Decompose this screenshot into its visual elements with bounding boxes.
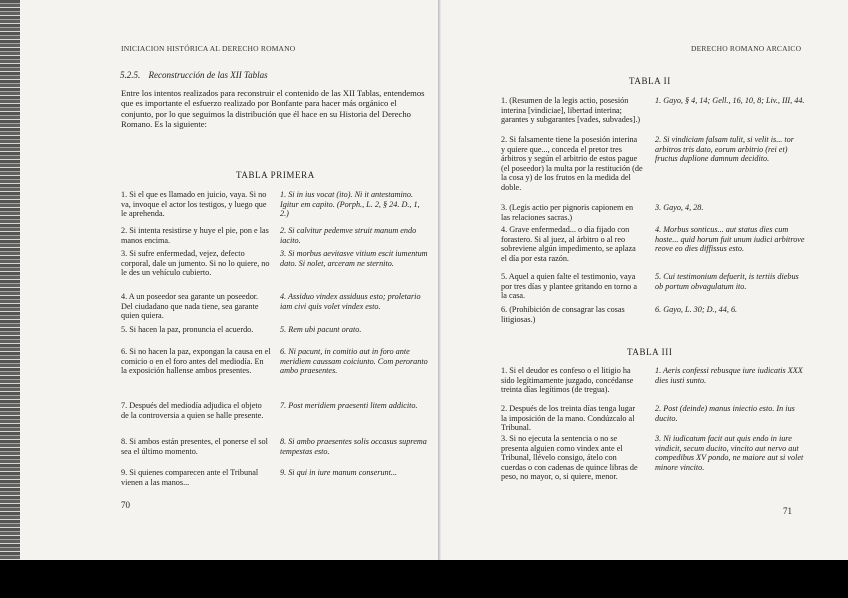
latin-clause: 1. Aeris confessi rebusque iure iudicatis XXX dies iusti sunto. — [655, 366, 803, 385]
latin-clause: 3. Gayo, 4, 28. — [655, 203, 704, 212]
spanish-clause: 2. Si falsamente tiene la posesión interina y quiere que..., conceda el pretor tres árbitros y según el arbitrio de estos pague (el poseedor) la multa por la restitución (de la cosa y) de los frutos en la medida del doble. — [501, 135, 643, 192]
latin-clause: 6. Gayo, L. 30; D., 44, 6. — [655, 305, 738, 314]
spanish-clause: 6. Si no hacen la paz, expongan la causa en el comicio o en el foro antes del mediodía. En la exposición hallense ambos presentes. — [121, 347, 271, 376]
latin-clause: 2. Si calvitur pedemve struit manum endo iacito. — [280, 226, 417, 245]
spanish-clause: 4. A un poseedor sea garante un poseedor. Del ciudadano que nada tiene, sea garante quien quiera. — [121, 292, 259, 321]
latin-clause: 8. Si ambo praesentes solis occasus suprema tempestas esto. — [280, 437, 427, 456]
spanish-clause: 3. Si no ejecuta la sentencia o no se presenta alguien como vindex ante el Tribunal, llévelo consigo, átelo con cuerdas o con cadenas de quince libras de peso, no mayor, o, si quiere, menor. — [501, 434, 638, 482]
latin-clause: 5. Cui testimonium defuerit, is tertiis diebus ob portum obvagulatum ito. — [655, 272, 799, 291]
latin-clause: 3. Si morbus aevitasve vitium escit iumentum dato. Si nolet, arceram ne sternito. — [280, 249, 428, 268]
spanish-clause: 5. Si hacen la paz, pronuncia el acuerdo. — [121, 325, 254, 334]
latin-clause: 7. Post meridiem praesenti litem addicito. — [280, 401, 418, 410]
spanish-clause: 4. Grave enfermedad... o día fijado con forastero. Si al juez, al árbitro o al reo sobreviene algún impedimento, se aplaza el día por esta razón. — [501, 225, 636, 263]
scan-edge — [0, 0, 20, 598]
latin-clause: 1. Gayo, § 4, 14; Gell., 16, 10, 8; Liv., III, 44. — [655, 96, 805, 105]
section-title: Reconstrucción de las XII Tablas — [148, 70, 268, 80]
latin-clause: 2. Post (deinde) manus iniectio esto. In ius ducito. — [655, 404, 795, 423]
spanish-clause: 1. Si el que es llamado en juicio, vaya. Si no va, invoque el actor los testigos, y luego que le aprehenda. — [121, 190, 267, 219]
spanish-clause: 1. (Resumen de la legis actio, posesión interina [vindiciae], libertad interina; garantes y subgarantes [vades, subvades].) — [501, 96, 641, 125]
spanish-clause: 6. (Prohibición de consagrar las cosas litigiosas.) — [501, 305, 625, 324]
running-header: DERECHO ROMANO ARCAICO — [691, 44, 802, 53]
running-header: INICIACION HISTÓRICA AL DERECHO ROMANO — [121, 44, 296, 53]
latin-clause: 1. Si in ius vocat (ito). Ni it antestamino. Igitur em capito. (Porph., L. 2, § 24. D., 1, 2.) — [280, 190, 420, 219]
intro-paragraph: Entre los intentos realizados para reconstruir el contenido de las XII Tablas, entendemos que es importante el esfuerzo realizado por Bonfante para hacer más orgánico el conjunto, por lo que seguimos la distribución que él hace en su Historia del Derecho Romano. Es la siguiente: — [121, 88, 425, 130]
latin-clause: 9. Si qui in iure manum conserunt... — [280, 468, 398, 477]
spanish-clause: 7. Después del mediodía adjudica el objeto de la controversia a quien se halle presente. — [121, 401, 264, 420]
scan-border — [0, 560, 848, 598]
spanish-clause: 1. Si el deudor es confeso o el litigio ha sido legítimamente juzgado, concédanse treinta días legítimos (de tregua). — [501, 366, 634, 395]
spanish-clause: 8. Si ambos están presentes, el ponerse el sol sea el último momento. — [121, 437, 268, 456]
spanish-clause: 2. Si intenta resistirse y huye el pie, pon e las manos encima. — [121, 226, 269, 245]
latin-clause: 2. Si vindiciam falsam tulit, si velit is... tor arbitros tris dato, eorum arbitrio (rei et) fructus duplione damnum decidito. — [655, 135, 794, 164]
table-title: TABLA III — [627, 347, 673, 357]
spanish-clause: 9. Si quienes comparecen ante el Tribunal vienen a las manos... — [121, 468, 259, 487]
table-title: TABLA PRIMERA — [236, 170, 315, 180]
page-number: 70 — [121, 500, 130, 510]
latin-clause: 4. Assiduo vindex assiduus esto; proletario iam civi quis volet vindex esto. — [280, 292, 421, 311]
spanish-clause: 5. Aquel a quien falte el testimonio, vaya por tres días y plantee gritando en torno a la casa. — [501, 272, 637, 301]
latin-clause: 5. Rem ubi pacunt orato. — [280, 325, 362, 334]
section-number: 5.2.5. — [120, 70, 141, 80]
right-page — [441, 0, 848, 560]
left-page — [0, 0, 441, 560]
page-number: 71 — [783, 506, 792, 516]
latin-clause: 4. Morbus sonticus... aut status dies cum hoste... quid horum fuit unum iudici arbitrove reove eo dies diffissus esto. — [655, 225, 805, 254]
spanish-clause: 3. (Legis actio per pignoris capionem en las relaciones sacras.) — [501, 203, 634, 222]
spanish-clause: 2. Después de los treinta días tenga lugar la imposición de la mano. Condúzcalo al Tribunal. — [501, 404, 636, 433]
latin-clause: 6. Ni pacunt, in comitio aut in foro ante meridiem caussam coiciunto. Com peroranto ambo praesentes. — [280, 347, 428, 376]
spanish-clause: 3. Si sufre enfermedad, vejez, defecto corporal, dale un jumento. Si no lo quiere, no le des un vehículo cubierto. — [121, 249, 270, 278]
section-heading — [120, 70, 268, 80]
latin-clause: 3. Ni iudicatum facit aut quis endo in iure vindicit, secum ducito, vincito aut nervo aut compedibus XV pondo, ne maiore aut si volet minore vincito. — [655, 434, 804, 472]
table-title: TABLA II — [629, 76, 671, 86]
